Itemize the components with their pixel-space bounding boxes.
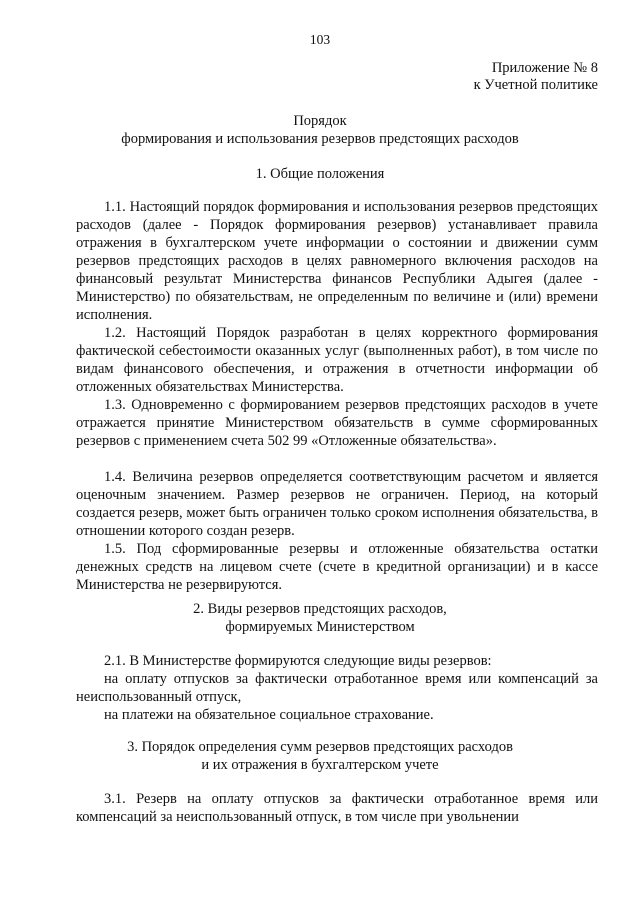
document-title-line2: формирования и использования резервов предстоящих расходов — [121, 131, 519, 147]
paragraph-2-1: 2.1. В Министерстве формируются следующие виды резервов: — [104, 653, 492, 669]
appendix-reference: к Учетной политике — [473, 77, 598, 93]
section3-heading-line2: и их отражения в бухгалтерском учете — [201, 757, 439, 773]
paragraph-2-item2: на платежи на обязательное социальное страхование. — [104, 707, 434, 723]
paragraph-1-2: 1.2. Настоящий Порядок разработан в целях корректного формирования фактической себестоимости оказанных услуг (выполненных работ), в том числе по видам финансового обеспечения, и отражения в отчетности информации об отложенных обязательствах Министерства. — [76, 325, 598, 395]
paragraph-3-1: 3.1. Резерв на оплату отпусков за фактически отработанное время или компенсаций за неиспользованный отпуск, в том числе при увольнении — [76, 791, 598, 825]
paragraph-1-5: 1.5. Под сформированные резервы и отложенные обязательства остатки денежных средств на лицевом счете (счете в кредитной организации) и в кассе Министерства не резервируются. — [76, 541, 598, 593]
paragraph-1-1: 1.1. Настоящий порядок формирования и использования резервов предстоящих расходов (далее - Порядок формирования резервов) устанавливает правила отражения в бухгалтерском учете информации о состоянии и движении сумм резервов предстоящих расходов в целях равномерного включения расходов на финансовый результат Министерства финансов Республики Адыгея (далее - Министерство) по обязательствам, не определенным по величине и (или) времени исполнения. — [76, 199, 598, 323]
section3-heading-line1: 3. Порядок определения сумм резервов предстоящих расходов — [127, 739, 513, 755]
paragraph-1-4: 1.4. Величина резервов определяется соответствующим расчетом и является оценочным значением. Размер резервов не ограничен. Период, на который создается резерв, может быть ограничен только сроком исполнения обязательства, в отношении которого создан резерв. — [76, 469, 598, 539]
appendix-header — [474, 60, 598, 94]
paragraph-2-item1: на оплату отпусков за фактически отработанное время или компенсаций за неиспользованный отпуск, — [76, 671, 598, 705]
section1-heading: 1. Общие положения — [255, 166, 385, 182]
section2-heading-line1: 2. Виды резервов предстоящих расходов, — [193, 601, 447, 617]
page-number: 103 — [309, 32, 331, 47]
paragraph-1-3: 1.3. Одновременно с формированием резервов предстоящих расходов в учете отражается принятие Министерством обязательств в сумме сформированных резервов с применением счета 502 99 «Отложенные обязательства». — [76, 397, 598, 449]
section2-heading-line2: формируемых Министерством — [225, 619, 415, 635]
appendix-number: Приложение № 8 — [491, 60, 598, 76]
document-title-line1: Порядок — [293, 113, 347, 129]
